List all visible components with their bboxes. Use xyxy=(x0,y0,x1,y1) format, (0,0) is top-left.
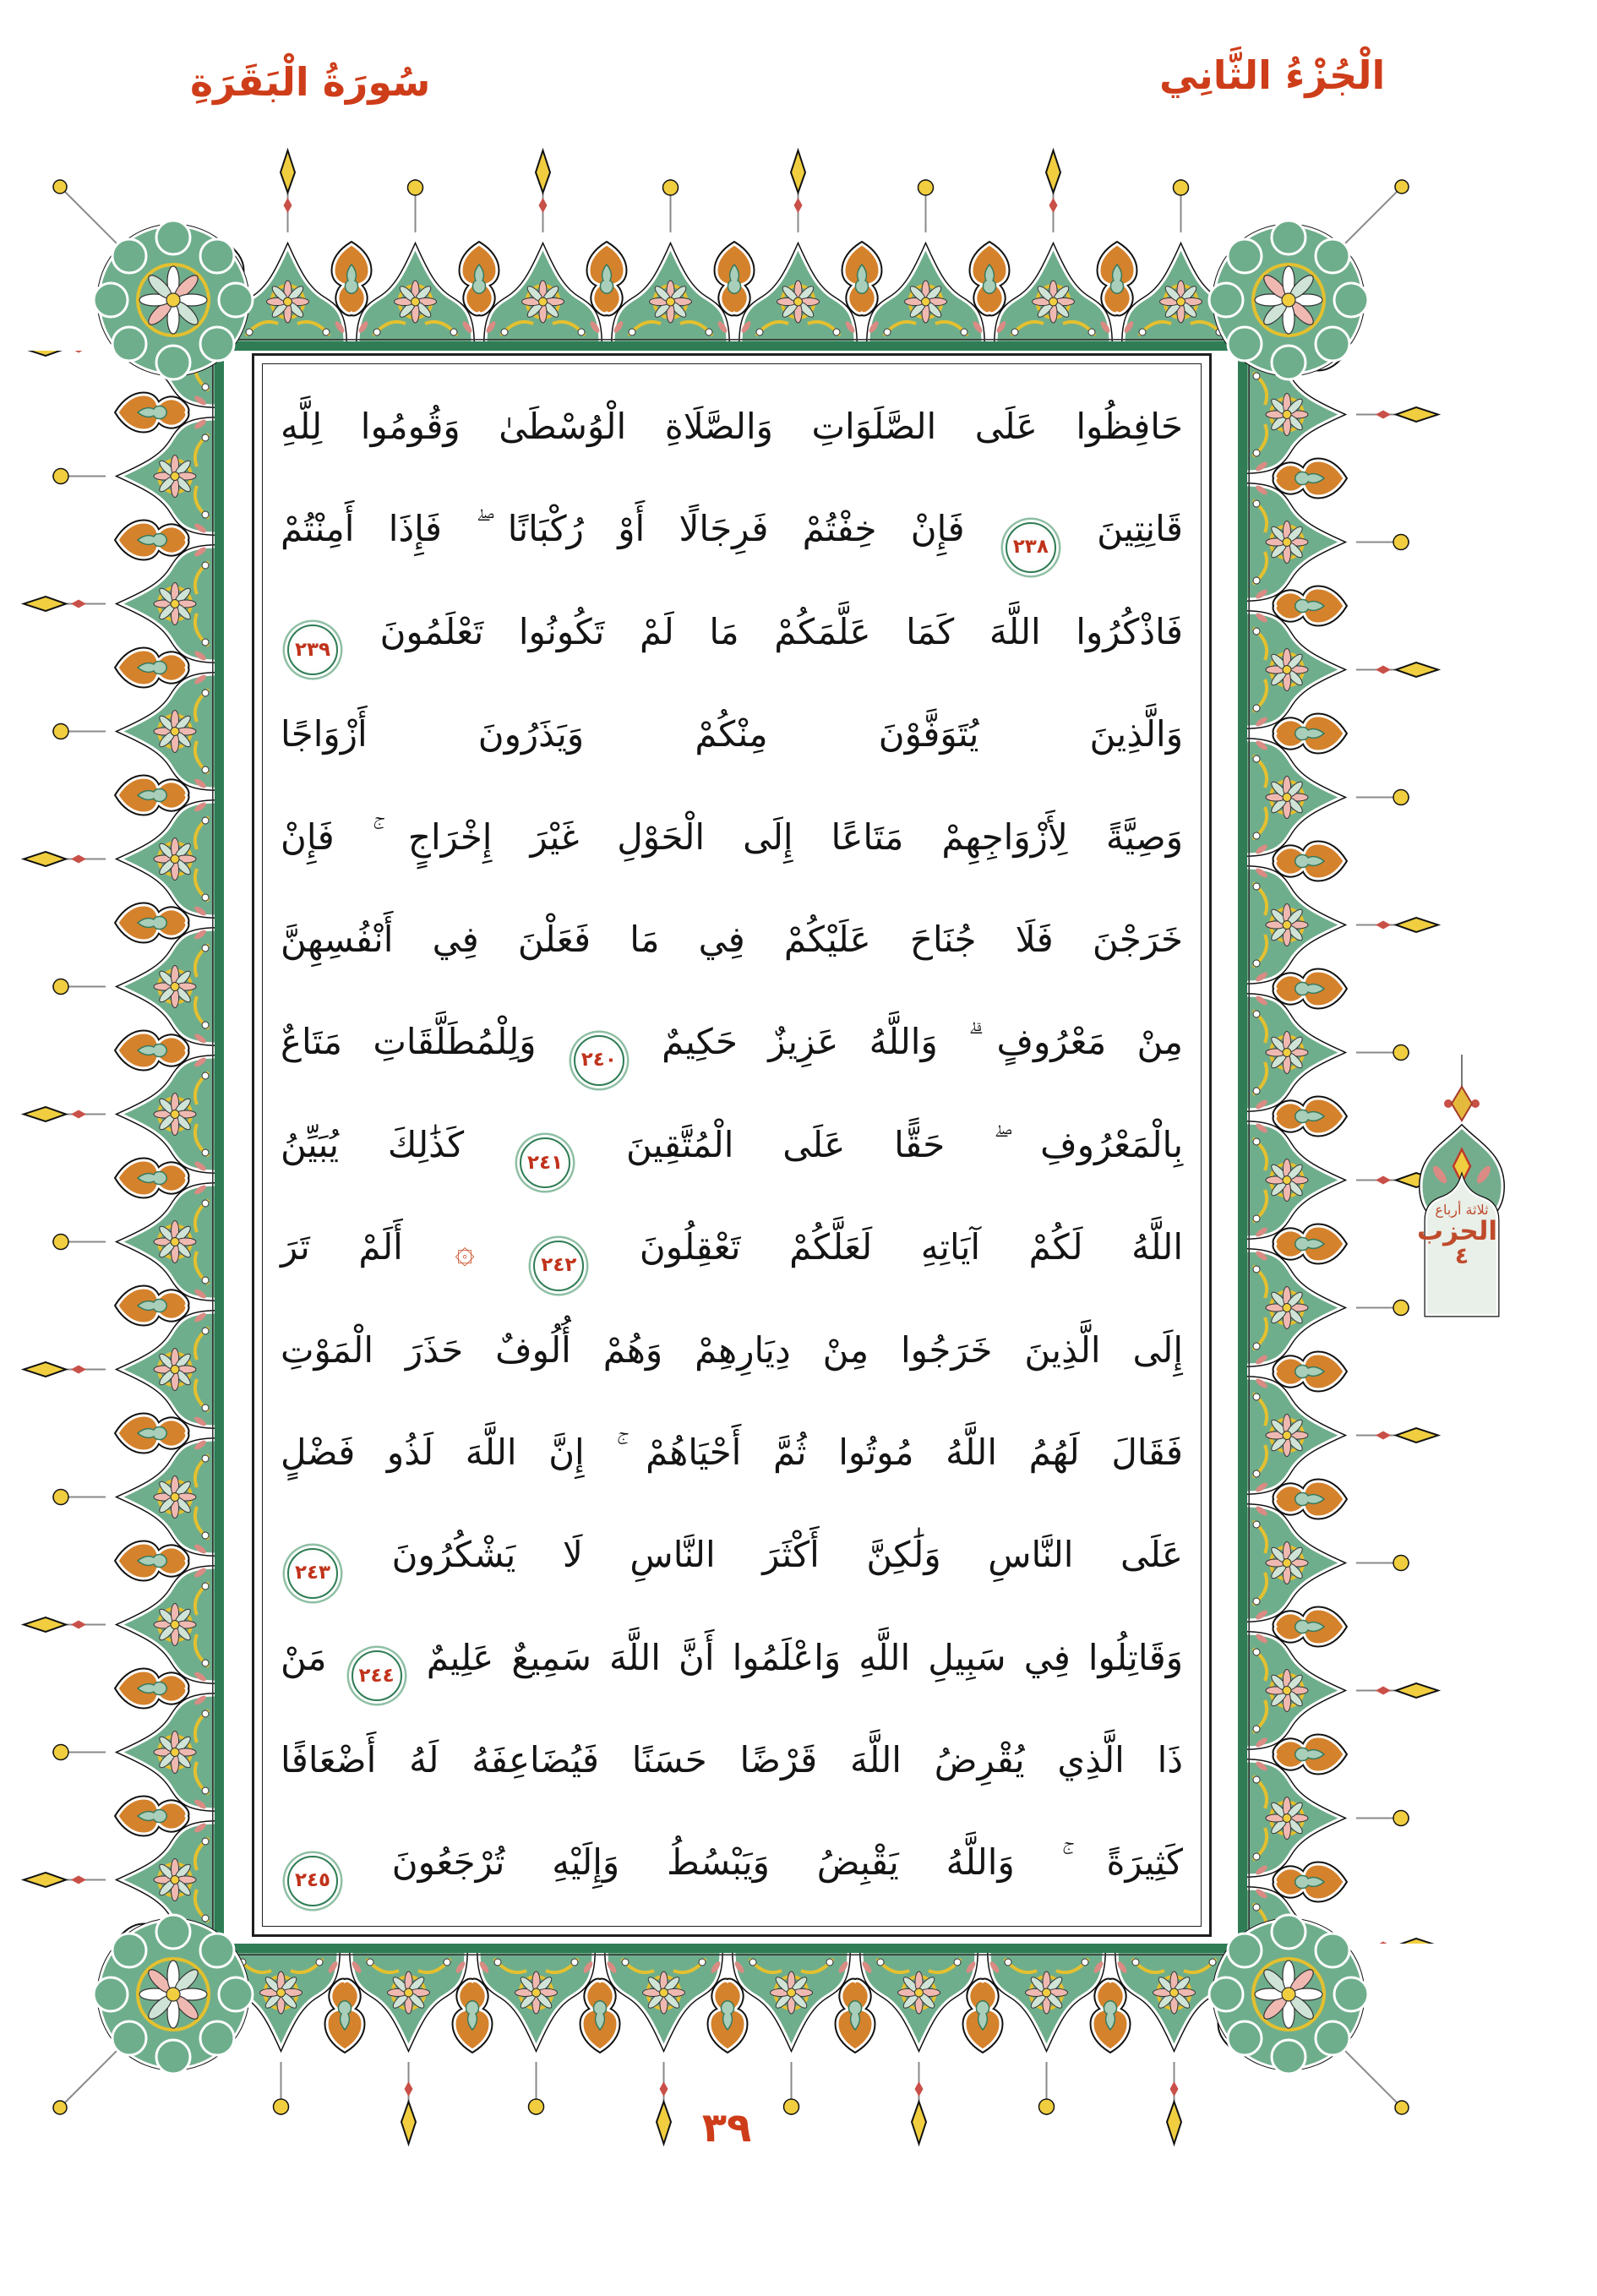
quran-line xyxy=(281,888,1183,990)
quran-line xyxy=(281,1196,1183,1298)
juz-title: الْجُزْءُ الثَّانِي xyxy=(1159,52,1386,98)
ayah-number: ٢٤٠ xyxy=(580,1049,617,1072)
page-number: ٣٩ xyxy=(701,2104,752,2151)
ayah-number: ٢٤٢ xyxy=(541,1254,577,1277)
quran-line xyxy=(281,990,1183,1093)
surah-title: سُورَةُ الْبَقَرَةِ xyxy=(190,59,431,105)
ayah-number: ٢٤٣ xyxy=(294,1562,331,1584)
ayah-text: خَرَجْنَ فَلَا جُنَاحَ عَلَيْكُمْ فِي مَا فَعَلْنَ فِي أَنْفُسِهِنَّ xyxy=(281,918,1183,960)
ayah-text: وَلِلْمُطَلَّقَاتِ مَتَاعٌ xyxy=(281,1021,537,1063)
ayah-end-marker-icon xyxy=(287,1856,338,1906)
ayah-end-marker-icon xyxy=(520,1137,570,1188)
ayah-end-marker-icon xyxy=(1006,522,1056,573)
corner-ornament xyxy=(53,180,253,379)
hizb-marker xyxy=(1416,1202,1497,1270)
ayah-text: اللَّهُ لَكُمْ آيَاتِهِ لَعَلَّكُمْ تَعْقِلُونَ xyxy=(639,1226,1183,1268)
quran-line xyxy=(281,1093,1183,1196)
ayah-number: ٢٤٥ xyxy=(294,1869,331,1892)
quran-line xyxy=(281,375,1183,477)
ayah-end-marker-icon xyxy=(574,1035,624,1086)
ayah-text: قَانِتِينَ xyxy=(1097,508,1183,550)
corner-ornament xyxy=(1209,1915,1409,2114)
quran-line xyxy=(281,1811,1183,1913)
ayah-text: بِالْمَعْرُوفِ ۖ حَقًّا عَلَى الْمُتَّقِينَ xyxy=(626,1123,1184,1165)
ayah-end-marker-icon xyxy=(287,624,338,675)
ayah-text: كَذَٰلِكَ يُبَيِّنُ xyxy=(281,1123,465,1165)
ayah-text: مِنْ مَعْرُوفٍ ۗ وَاللَّهُ عَزِيزٌ حَكِيمٌ xyxy=(662,1021,1183,1063)
quran-line xyxy=(281,581,1183,683)
ayah-text: مَنْ xyxy=(281,1636,327,1678)
ayah-text: وَالَّذِينَ يُتَوَفَّوْنَ مِنْكُمْ وَيَذَرُونَ أَزْوَاجًا xyxy=(281,713,1183,755)
hizb-label: الحزب xyxy=(1416,1215,1497,1246)
quran-line xyxy=(281,477,1183,580)
ayah-text: وَصِيَّةً لِأَزْوَاجِهِمْ مَتَاعًا إِلَى الْحَوْلِ غَيْرَ إِخْرَاجٍ ۚ فَإِنْ xyxy=(281,815,1183,858)
ayah-text: فَاذْكُرُوا اللَّهَ كَمَا عَلَّمَكُمْ مَا لَمْ تَكُونُوا تَعْلَمُونَ xyxy=(379,610,1183,652)
ayah-end-marker-icon xyxy=(287,1548,338,1599)
hizb-number: ٤ xyxy=(1454,1243,1469,1270)
corner-ornament xyxy=(1209,180,1409,379)
ayah-text: وَقَاتِلُوا فِي سَبِيلِ اللَّهِ وَاعْلَمُوا أَنَّ اللَّهَ سَمِيعٌ عَلِيمٌ xyxy=(426,1636,1183,1678)
rub-el-hizb-icon: ۞ xyxy=(455,1232,475,1272)
quran-line xyxy=(281,683,1183,785)
quran-text xyxy=(269,370,1195,1920)
hizb-fraction-label: ثلاثة أرباع xyxy=(1435,1202,1489,1218)
quran-line xyxy=(281,786,1183,888)
ayah-text: فَإِنْ خِفْتُمْ فَرِجَالًا أَوْ رُكْبَانًا ۖ فَإِذَا أَمِنْتُمْ xyxy=(281,508,965,550)
ayah-text: كَثِيرَةً ۚ وَاللَّهُ يَقْبِضُ وَيَبْسُطُ وَإِلَيْهِ تُرْجَعُونَ xyxy=(391,1841,1183,1884)
ayah-text: فَقَالَ لَهُمُ اللَّهُ مُوتُوا ثُمَّ أَحْيَاهُمْ ۚ إِنَّ اللَّهَ لَذُو فَضْلٍ xyxy=(281,1431,1183,1473)
ayah-text: أَلَمْ تَرَ xyxy=(281,1226,403,1268)
ayah-text: عَلَى النَّاسِ وَلَٰكِنَّ أَكْثَرَ النَّاسِ لَا يَشْكُرُونَ xyxy=(391,1534,1183,1576)
quran-line xyxy=(281,1401,1183,1503)
quran-line xyxy=(281,1606,1183,1709)
ayah-number: ٢٣٨ xyxy=(1012,536,1049,559)
corner-ornament xyxy=(53,1915,253,2114)
ayah-number: ٢٤١ xyxy=(527,1151,564,1174)
ayah-text: حَافِظُوا عَلَى الصَّلَوَاتِ وَالصَّلَاةِ الْوُسْطَىٰ وَقُومُوا لِلَّهِ xyxy=(281,406,1183,447)
ayah-text: إِلَى الَّذِينَ خَرَجُوا مِنْ دِيَارِهِمْ وَهُمْ أُلُوفٌ حَذَرَ الْمَوْتِ xyxy=(281,1328,1183,1371)
quran-line xyxy=(281,1299,1183,1401)
quran-line xyxy=(281,1709,1183,1811)
ayah-text: ذَا الَّذِي يُقْرِضُ اللَّهَ قَرْضًا حَسَنًا فَيُضَاعِفَهُ لَهُ أَضْعَافًا xyxy=(281,1739,1183,1781)
ayah-number: ٢٤٤ xyxy=(358,1664,395,1687)
ayah-number: ٢٣٩ xyxy=(294,638,331,661)
ayah-end-marker-icon xyxy=(533,1241,584,1291)
ayah-end-marker-icon xyxy=(352,1650,402,1701)
quran-line xyxy=(281,1503,1183,1606)
